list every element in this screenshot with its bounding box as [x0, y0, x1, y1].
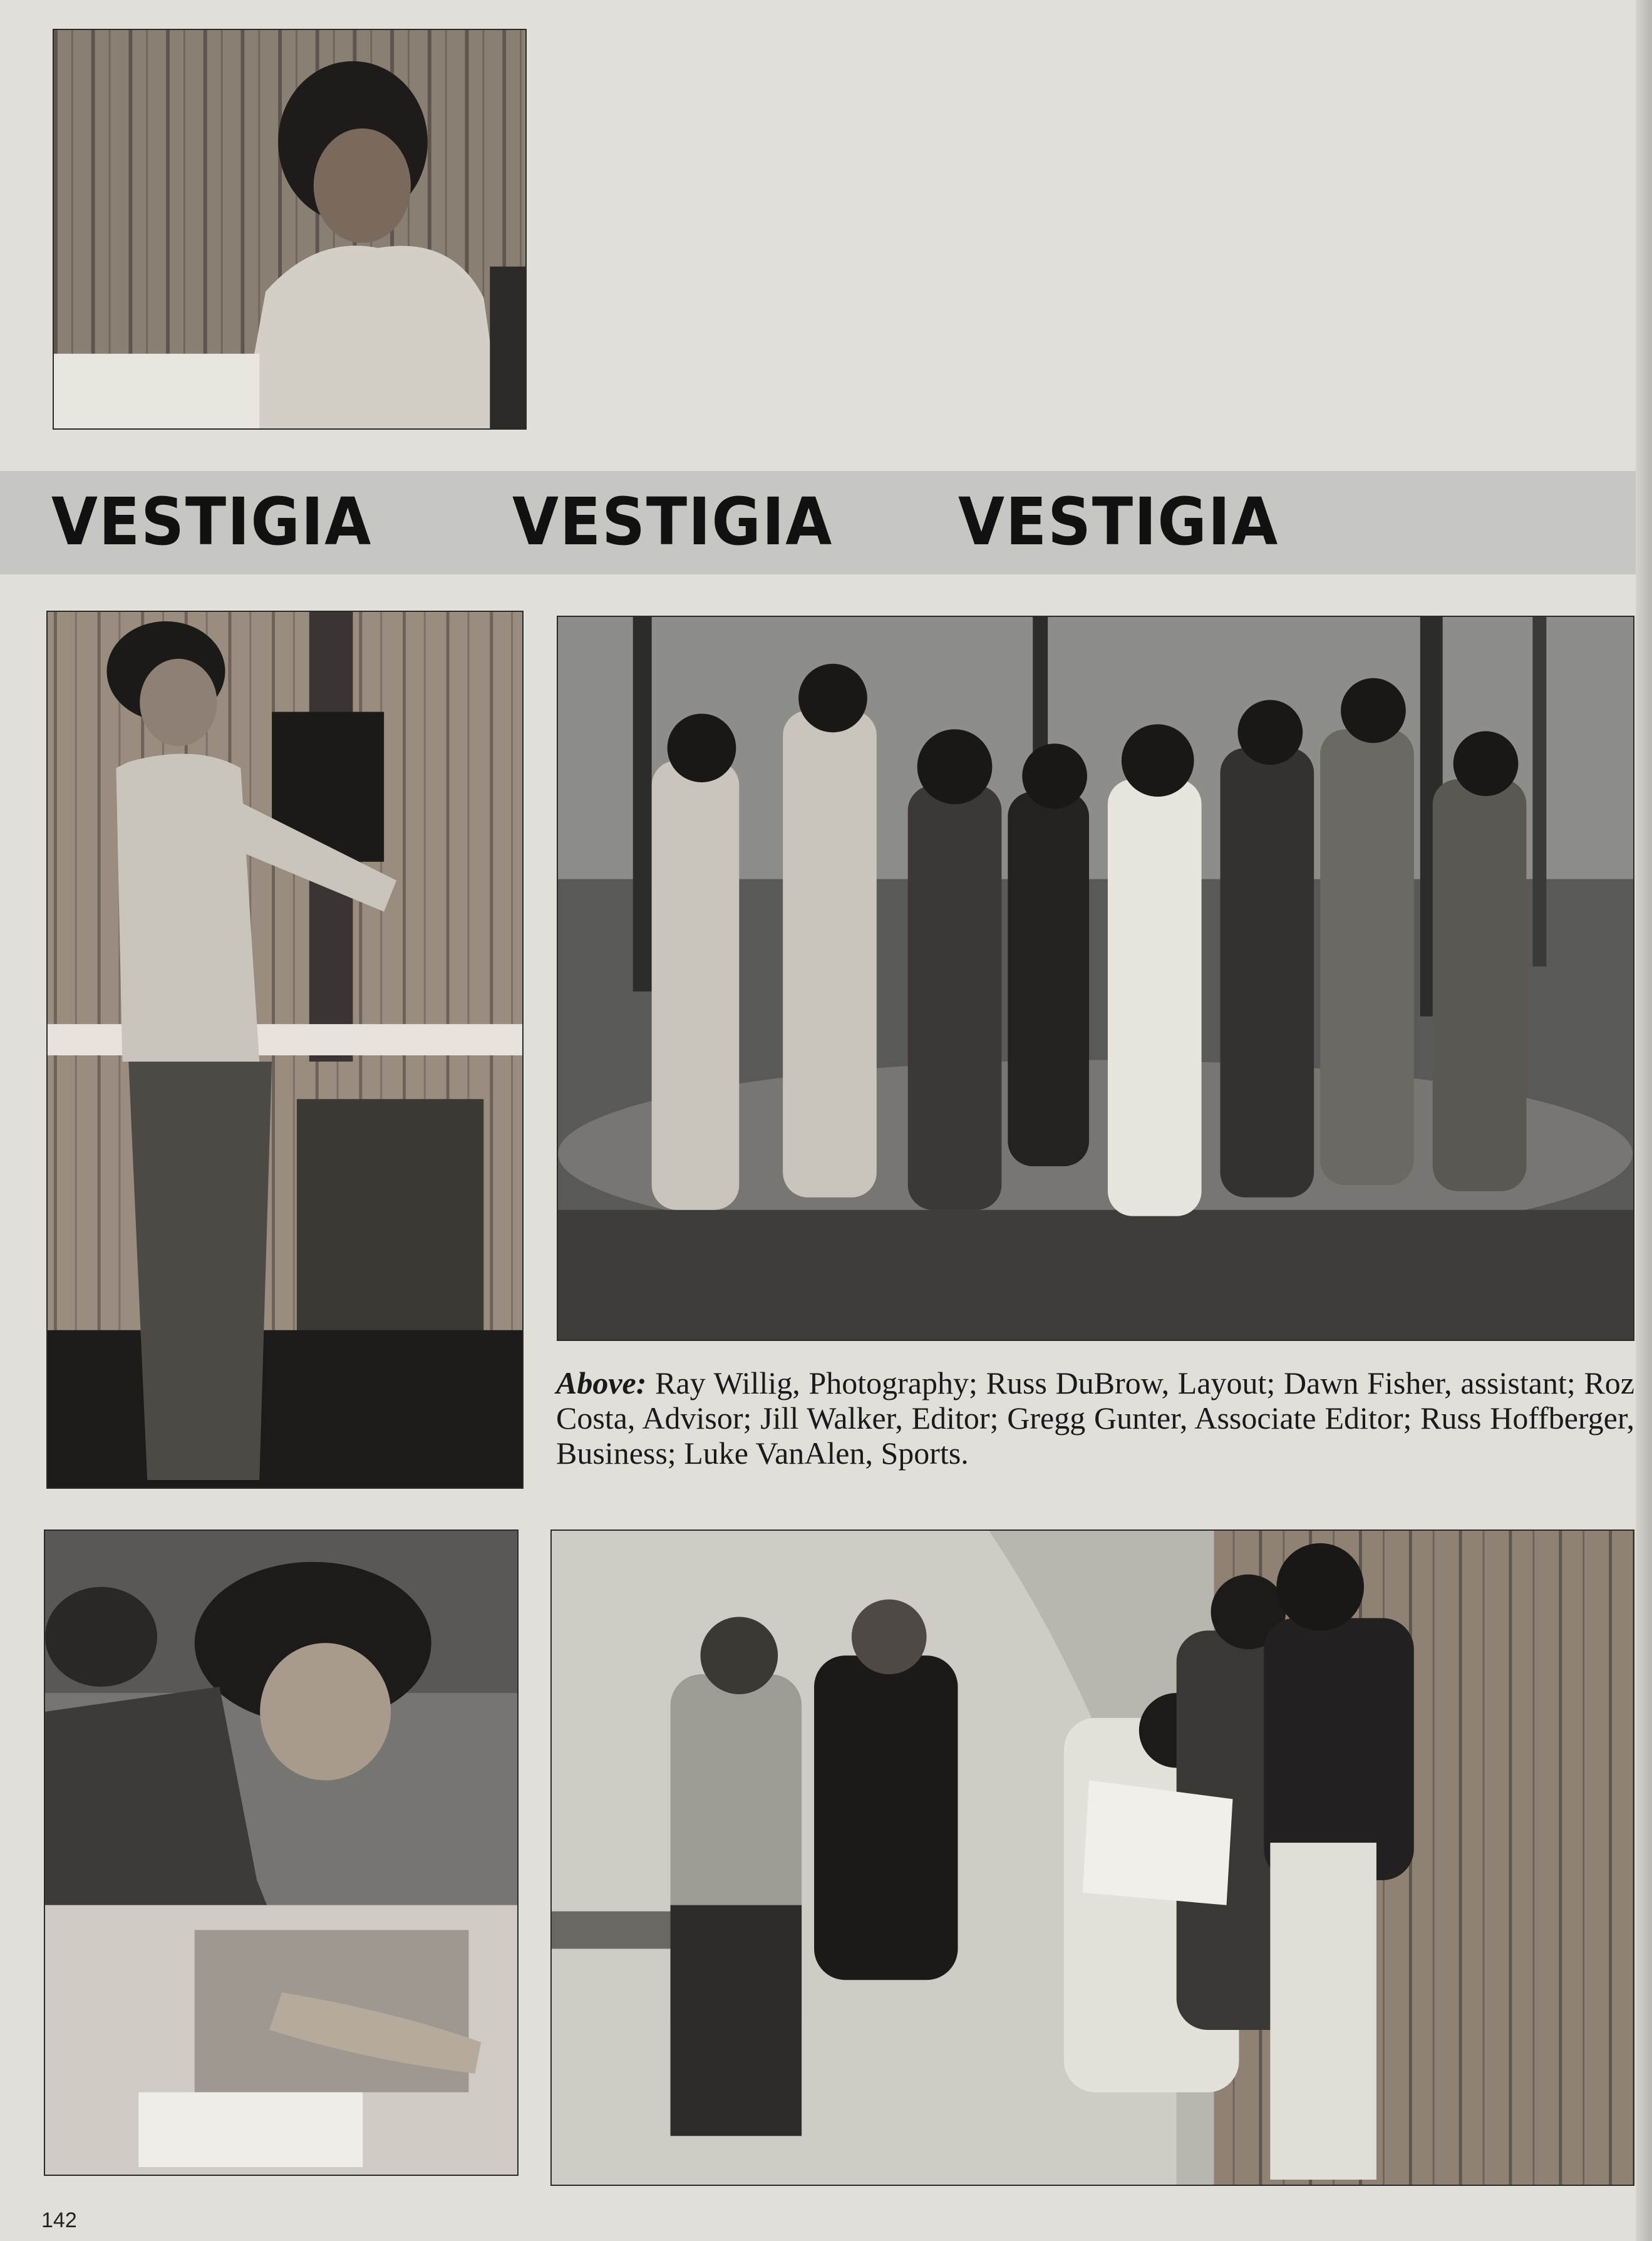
photo-student-pasting-layout — [44, 1529, 519, 2176]
banner-title-1: VESTIGIA — [51, 484, 373, 560]
photo-staff-group-indoors — [550, 1529, 1634, 2186]
banner-title-2: VESTIGIA — [512, 484, 834, 560]
photo-girl-at-desk-image — [54, 30, 525, 428]
photo-darkroom-enlarger-image — [48, 612, 522, 1488]
photo-student-pasting-layout-image — [45, 1531, 517, 2175]
photo-staff-group-indoors-image — [552, 1531, 1633, 2185]
photo-staff-group-outdoors-image — [558, 617, 1633, 1340]
vestigia-banner — [0, 471, 1652, 574]
page-number: 142 — [41, 2208, 77, 2232]
banner-title-3: VESTIGIA — [958, 484, 1279, 560]
caption-lead: Above: — [556, 1365, 647, 1400]
photo-darkroom-enlarger — [46, 611, 524, 1489]
group-photo-caption — [556, 1365, 1634, 1471]
caption-text: Ray Willig, Photography; Russ DuBrow, Layout; Dawn Fisher, assistant; Roz Costa, Advisor; Jill Walker, Editor; Gregg Gunter, Associate Editor; Russ Hoffberger, Business; Luke VanAlen, Sports. — [556, 1365, 1634, 1471]
photo-staff-group-outdoors — [557, 616, 1634, 1341]
photo-girl-at-desk — [53, 29, 527, 430]
page-binding-shadow — [1636, 0, 1652, 2241]
